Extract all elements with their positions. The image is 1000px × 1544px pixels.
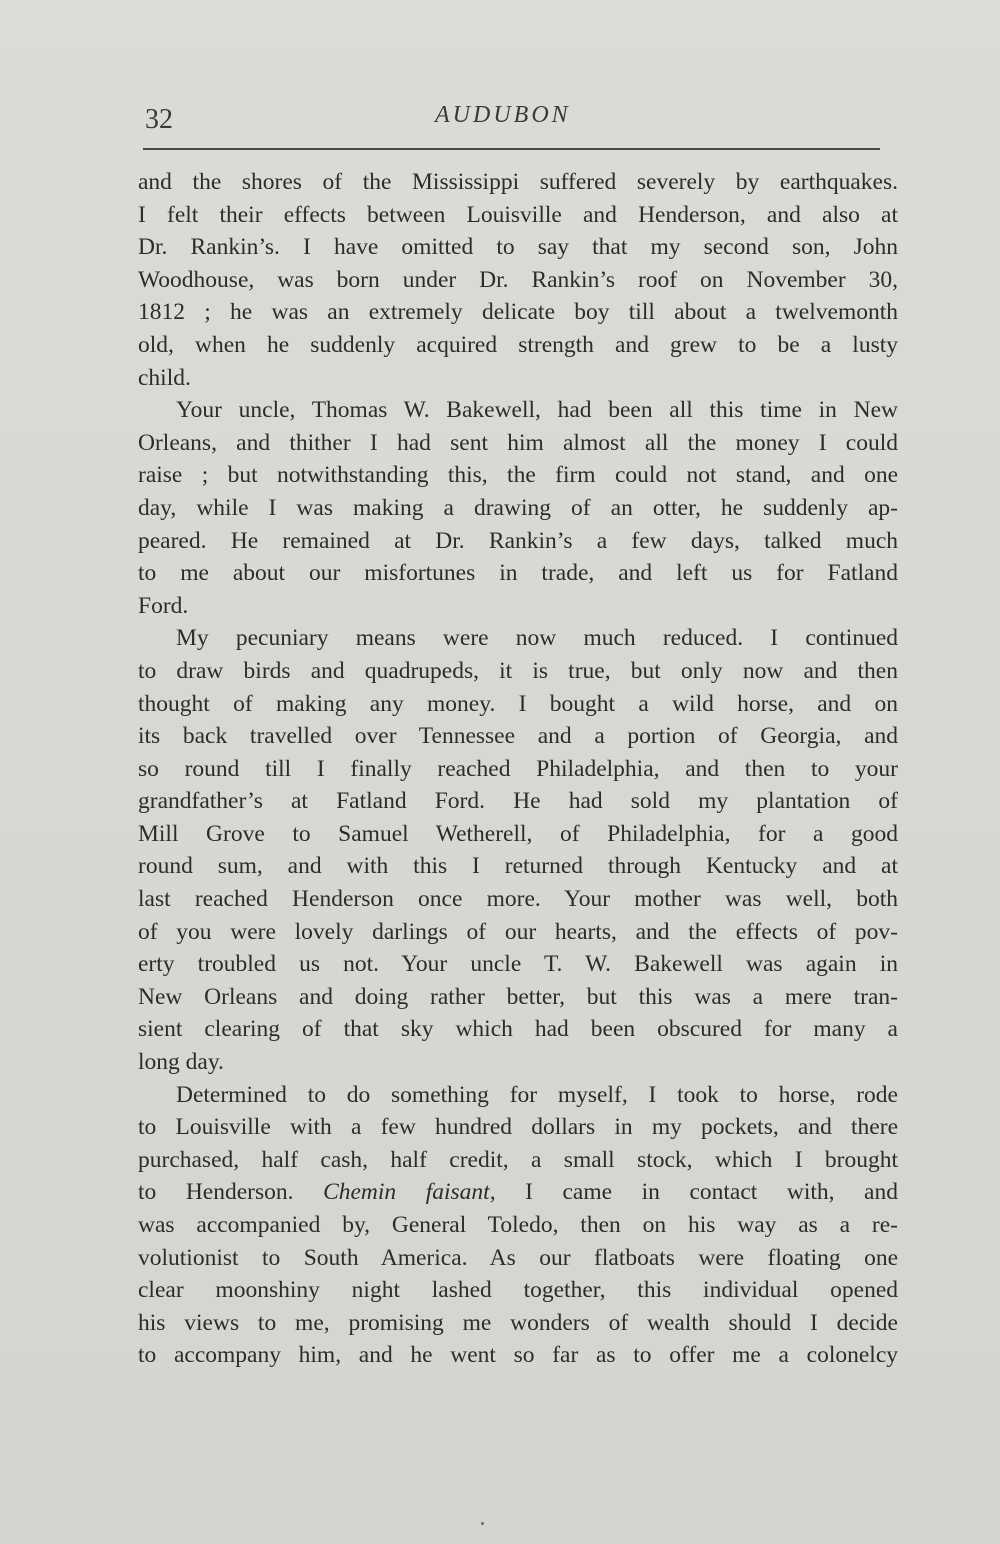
paper-speck [481,1522,484,1525]
text-line: New Orleans and doing rather better, but this was a mere tran- [138,983,898,1010]
text-line: erty troubled us not. Your uncle T. W. Bakewell was again in [138,951,898,978]
text-line: round sum, and with this I returned through Kentucky and at [138,853,898,880]
text-line: last reached Henderson once more. Your mother was well, both [138,886,898,913]
italic-phrase: Chemin faisant, [323,1179,496,1206]
text-line: Dr. Rankin’s. I have omitted to say that my second son, John [138,234,898,261]
text-line: to accompany him, and he went so far as to offer me a colonelcy [138,1342,898,1369]
text-line: child. [138,364,191,391]
text-line: to Louisville with a few hundred dollars in my pockets, and there [138,1114,898,1141]
running-head [145,100,880,140]
text-line: and the shores of the Mississippi suffered severely by earthquakes. [138,169,898,195]
text-line: of you were lovely darlings of our hearts, and the effects of pov- [138,918,898,945]
text-line: Your uncle, Thomas W. Bakewell, had been all this time in New [176,397,898,424]
paragraph-3 [138,622,898,1078]
text-line: purchased, half cash, half credit, a small stock, which I brought [138,1146,898,1173]
text-line: old, when he suddenly acquired strength and grew to be a lusty [138,331,898,358]
body-text [138,166,898,1372]
text-line: My pecuniary means were now much reduced. I continued [176,625,898,652]
text-line: was accompanied by, General Toledo, then on his way as a re- [138,1212,898,1238]
header-rule [143,148,880,150]
text-line: clear moonshiny night lashed together, this individual opened [138,1277,898,1304]
text-line: Ford. [138,592,189,619]
text-line: so round till I finally reached Philadelphia, and then to your [138,755,898,782]
text-line: sient clearing of that sky which had been obscured for many a [138,1016,898,1043]
text-line: day, while I was making a drawing of an otter, he suddenly ap- [138,494,898,521]
text-line: Determined to do something for myself, I took to horse, rode [176,1081,898,1108]
text-line: thought of making any money. I bought a wild horse, and on [138,690,898,717]
text-line: to draw birds and quadrupeds, it is true, but only now and then [138,657,898,684]
text-line: its back travelled over Tennessee and a portion of Georgia, and [138,723,898,750]
text-line: Woodhouse, was born under Dr. Rankin’s roof on November 30, [138,266,898,293]
text-line: volutionist to South America. As our flatboats were floating one [138,1244,898,1271]
text-line-with-italic [138,1176,898,1209]
text-line: 1812 ; he was an extremely delicate boy till about a twelvemonth [138,299,898,326]
text-line: his views to me, promising me wonders of wealth should I decide [138,1309,898,1336]
text-line: peared. He remained at Dr. Rankin’s a few days, talked much [138,527,898,554]
text-line: grandfather’s at Fatland Ford. He had sold my plantation of [138,788,898,815]
running-title: AUDUBON [435,102,571,128]
paragraph-2 [138,394,898,622]
text-line: to me about our misfortunes in trade, and left us for Fatland [138,560,898,587]
text-line: I felt their effects between Louisville and Henderson, and also at [138,201,898,228]
text-segment: I came in contact with, and [495,1179,898,1206]
paragraph-4 [138,1079,898,1372]
text-segment: to Henderson. [138,1179,324,1206]
text-line: raise ; but notwithstanding this, the firm could not stand, and one [138,462,898,489]
text-line: long day. [138,1049,224,1076]
paragraph-1 [138,166,898,394]
text-line: Orleans, and thither I had sent him almost all the money I could [138,429,898,456]
text-line: Mill Grove to Samuel Wetherell, of Philadelphia, for a good [138,820,898,847]
page-number: 32 [145,104,173,135]
